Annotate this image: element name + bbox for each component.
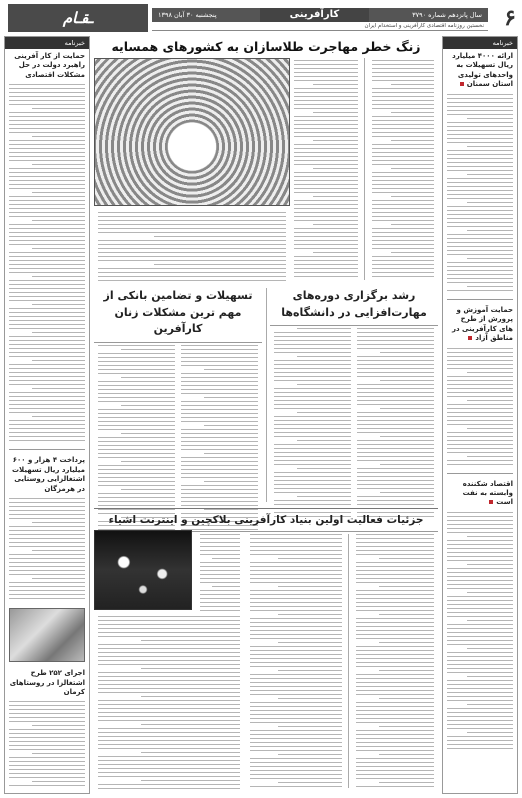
article-3-headline[interactable]: رشد برگزاری دوره‌های مهارت‌افزایی در دانشگاه‌ها	[270, 284, 438, 326]
article-4-body-col-1	[352, 532, 438, 792]
article-1-photo	[94, 58, 290, 206]
right-article-1-body	[443, 92, 517, 296]
left-column-label: خبرنامه	[5, 37, 89, 49]
article-4-photo	[94, 530, 192, 610]
divider	[9, 449, 85, 450]
issue-date: پنجشنبه ۳۰ آبان ۱۳۹۸	[158, 11, 217, 19]
article-4-body-col-2	[246, 532, 346, 792]
article-2	[94, 284, 262, 535]
page-header	[4, 4, 518, 32]
divider	[447, 299, 513, 300]
left-column-photo	[9, 608, 85, 662]
main-articles	[94, 36, 438, 794]
divider	[447, 473, 513, 474]
article-2-headline[interactable]: تسهیلات و تضامین بانکی از مهم ترین مشکلات زنان کارآفرین	[94, 284, 262, 343]
left-article-2-body	[5, 496, 89, 604]
section-title: کارآفرینی	[260, 8, 369, 22]
header-tagline-strip	[152, 23, 488, 31]
right-column-label: خبرنامه	[443, 37, 517, 49]
column-rule	[266, 288, 267, 502]
right-article-2-body	[443, 346, 517, 470]
column-rule	[348, 534, 349, 788]
article-1-headline[interactable]: زنگ خطر مهاجرت طلاسازان به کشورهای همسایه	[111, 39, 421, 54]
section-bar	[152, 8, 488, 22]
left-headline-2[interactable]: پرداخت ۴ هزار و ۶۰۰ میلیارد ریال تسهیلات اشتغالزایی روستایی در هرمزگان	[12, 456, 85, 493]
article-3	[270, 284, 438, 522]
article-3-body	[270, 326, 438, 522]
article-1-body-col-2	[290, 58, 362, 282]
left-article-3-body	[5, 699, 89, 791]
article-4-body-col-3	[94, 614, 244, 794]
left-headline-1[interactable]: حمایت از کار آفرینی راهبرد دولت در حل مشکلات اقتصادی	[14, 52, 85, 79]
right-article-3-body	[443, 510, 517, 754]
article-1-body-below-photo	[94, 210, 290, 286]
issue-info: سال پانزدهم شماره ۳۷۹۰	[412, 11, 482, 19]
right-news-column	[442, 36, 518, 794]
right-headline-3[interactable]: اقتصاد شکننده وابسته به نفت است	[443, 477, 517, 510]
article-4-body-col-4	[196, 532, 244, 616]
article-1-body-col-1	[368, 58, 438, 282]
article-2-body	[94, 343, 262, 535]
right-headline-2[interactable]: حمایت آموزش و پرورش از طرح های کارآفرینی در مناطق آزاد	[443, 303, 517, 346]
newspaper-logo: ـقـام	[8, 4, 148, 32]
left-headline-3[interactable]: اجرای ۲۵۲ طرح اشتغالزا در روستاهای کرمان	[9, 669, 85, 696]
article-4-headline[interactable]: جزئیات فعالیت اولین بنیاد کارآفرینی بلاکچین و اینترنت اشیاء	[94, 508, 438, 532]
left-news-column	[4, 36, 90, 794]
column-rule	[364, 58, 365, 280]
left-article-1-body	[5, 82, 89, 446]
right-headline-1[interactable]: ارائه ۴۰۰۰ میلیارد ریال تسهیلات به واحدهای تولیدی استان سمنان	[443, 49, 517, 92]
header-tagline: نخستین روزنامه اقتصادی کارآفرینی و استخدام ایران	[364, 23, 484, 29]
page-number: ۶	[504, 5, 516, 31]
